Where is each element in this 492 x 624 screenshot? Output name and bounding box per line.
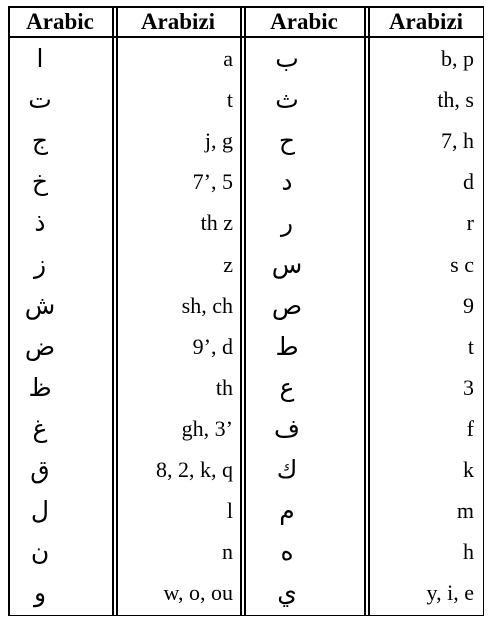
arabizi-value: th (215, 374, 233, 400)
arabizi-value: b, p (441, 46, 474, 71)
arabic-letter: ن (30, 537, 50, 567)
arabic-letter: غ (32, 413, 48, 443)
column-header: Arabizi (140, 9, 216, 34)
arabic-letter: ف (274, 413, 300, 443)
arabic-letter: ط (275, 331, 299, 361)
arabic-letter: ي (277, 578, 297, 608)
arabizi-value: 9’, d (192, 333, 233, 359)
arabizi-value: j, g (204, 128, 233, 154)
arabic-letter: ص (271, 290, 303, 320)
arabizi-value: 9 (463, 292, 474, 318)
arabizi-value: n (222, 539, 233, 565)
column-header: Arabizi (388, 9, 464, 34)
arabic-letter: د (281, 167, 293, 197)
arabic-letter: ش (24, 290, 56, 320)
arabic-letter: خ (31, 167, 49, 197)
arabizi-value: m (456, 498, 474, 524)
column-rule (483, 6, 485, 616)
arabizi-value: sh, ch (181, 292, 233, 318)
arabizi-value: d (463, 169, 474, 195)
arabizi-value: h (463, 539, 474, 565)
arabizi-value: 7, h (441, 128, 474, 154)
arabic-letter: ت (28, 85, 52, 115)
arabic-letter: ك (276, 455, 298, 484)
arabizi-value: a (223, 46, 233, 71)
arabic-letter: ج (31, 126, 49, 156)
arabizi-value: z (223, 251, 233, 277)
arabic-letter: ز (33, 249, 47, 279)
arabizi-value: k (463, 457, 474, 482)
arabizi-value: s c (450, 251, 474, 277)
arabic-letter: ب (275, 44, 299, 73)
arabic-letter: ا (36, 44, 44, 73)
arabizi-value: w, o, ou (163, 580, 233, 606)
arabic-letter: س (271, 249, 303, 279)
transliteration-table (8, 6, 484, 616)
column-rule (364, 6, 366, 616)
table-bottom-rule (8, 615, 484, 617)
arabizi-value: t (226, 87, 233, 113)
arabic-letter: و (33, 578, 47, 608)
arabic-letter: ل (30, 496, 50, 526)
arabic-letter: ذ (34, 208, 46, 238)
arabic-letter: ر (280, 208, 294, 238)
arabizi-value: th z (200, 210, 233, 236)
column-rule (112, 6, 114, 616)
column-rule (240, 6, 242, 616)
arabizi-value: th, s (437, 87, 474, 113)
arabizi-value: f (466, 415, 474, 441)
arabic-letter: ض (24, 331, 56, 361)
header-rule (8, 36, 484, 38)
arabic-letter: ق (30, 455, 50, 484)
arabic-letter: ع (279, 372, 295, 402)
arabic-letter: ث (275, 85, 299, 115)
arabizi-value: t (467, 333, 474, 359)
arabizi-value: 3 (463, 374, 474, 400)
arabic-letter: ح (278, 126, 296, 156)
arabizi-value: 7’, 5 (192, 169, 233, 195)
arabic-letter: م (279, 496, 295, 526)
arabizi-value: gh, 3’ (181, 415, 233, 441)
column-header: Arabic (26, 9, 94, 34)
arabizi-value: r (466, 210, 474, 236)
arabizi-value: 8, 2, k, q (156, 457, 233, 482)
column-header: Arabic (270, 9, 338, 34)
arabic-letter: ه (280, 537, 294, 567)
arabizi-value: y, i, e (426, 580, 474, 606)
arabic-letter: ظ (28, 372, 52, 402)
arabizi-value: l (226, 498, 233, 524)
